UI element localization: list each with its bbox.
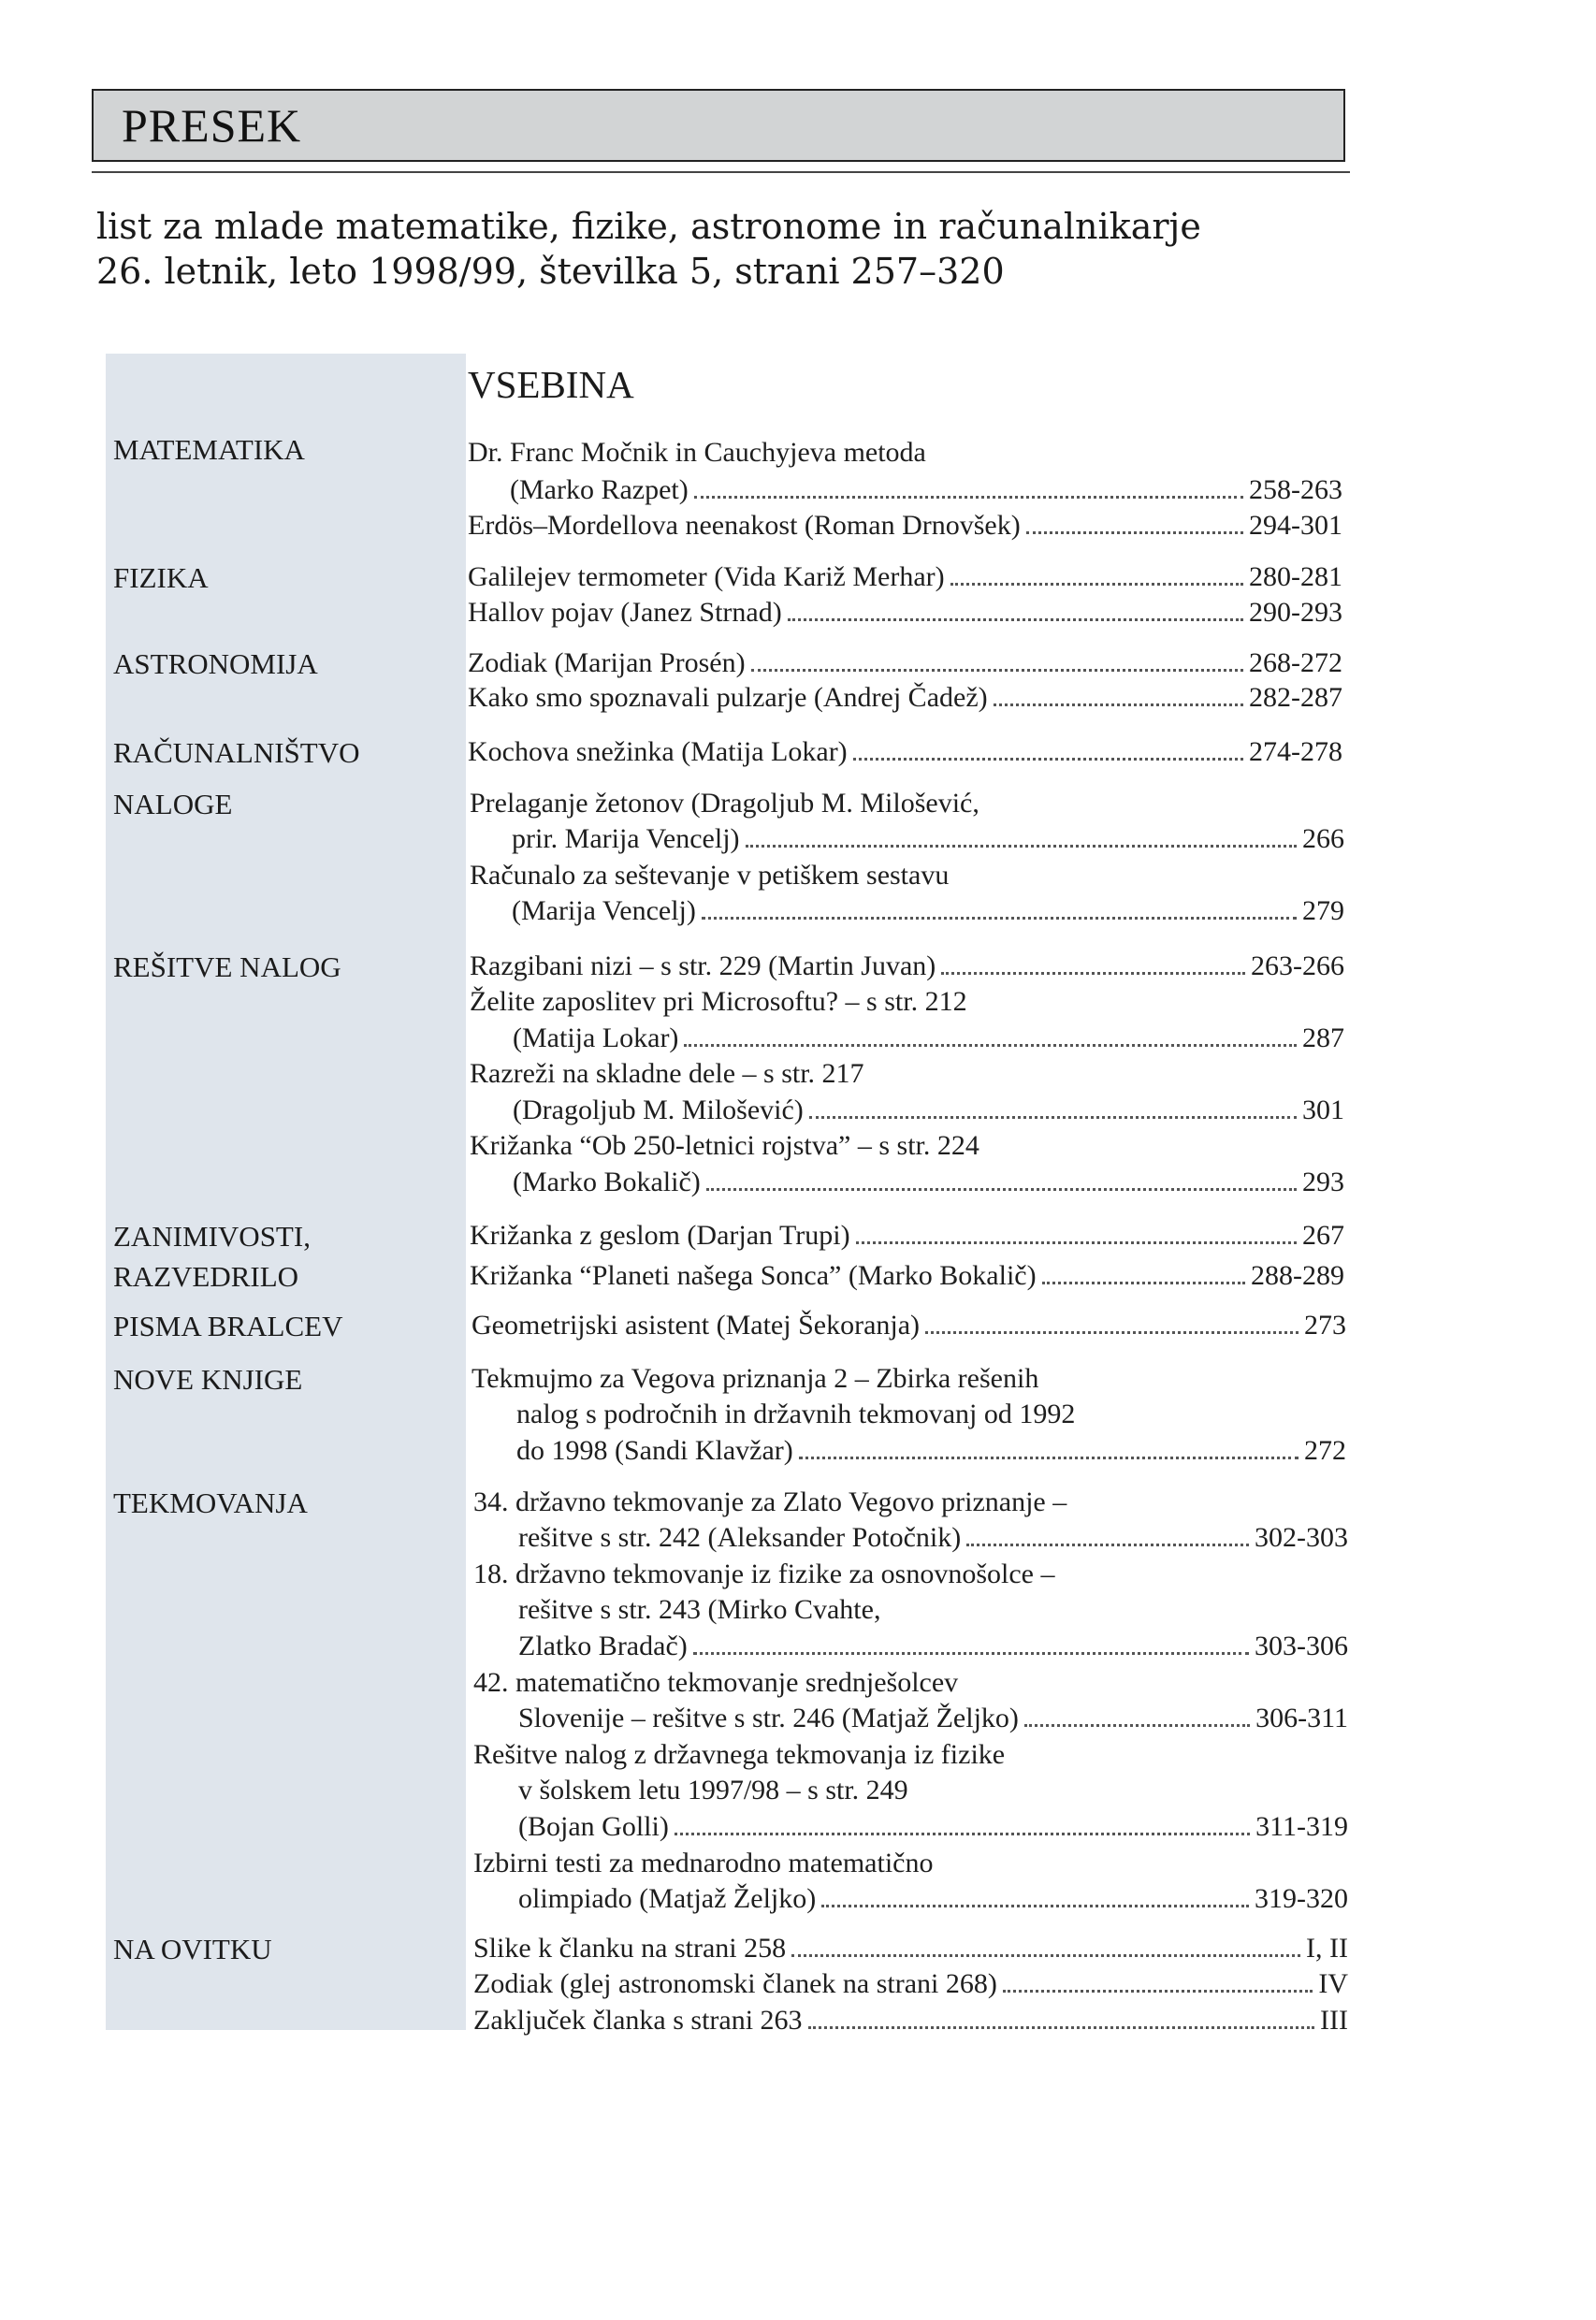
toc-page: 302-303 xyxy=(1255,1522,1348,1553)
category-tekmovanja: TEKMOVANJA xyxy=(113,1486,308,1519)
toc-line-text: Križanka “Planeti našega Sonca” (Marko Bokalič) xyxy=(470,1260,1037,1291)
toc-line-text: Kochova snežinka (Matija Lokar) xyxy=(468,736,848,767)
toc-line xyxy=(470,1128,1344,1164)
leader-dots xyxy=(941,972,1245,975)
toc-line-text: (Marko Razpet) xyxy=(510,474,689,505)
toc-line xyxy=(473,1846,1348,1881)
toc-line xyxy=(468,680,1342,716)
toc-page: 272 xyxy=(1304,1435,1346,1466)
toc-page: 301 xyxy=(1302,1095,1344,1125)
category-racunalnistvo: RAČUNALNIŠTVO xyxy=(113,736,360,769)
leader-dots xyxy=(746,845,1297,848)
toc-line-text: (Dragoljub M. Milošević) xyxy=(513,1095,804,1125)
toc-line xyxy=(468,645,1342,681)
leader-dots xyxy=(966,1544,1249,1546)
leader-dots xyxy=(675,1833,1250,1835)
toc-line-text: Zaključek članka s strani 263 xyxy=(473,2005,803,2036)
toc-line-text: prir. Marija Vencelj) xyxy=(512,823,740,854)
toc-line-text: (Marija Vencelj) xyxy=(512,895,696,926)
toc-line xyxy=(473,2003,1348,2038)
toc-line xyxy=(516,1433,1346,1469)
toc-page: 279 xyxy=(1302,895,1344,926)
leader-dots xyxy=(1042,1282,1245,1284)
toc-line-text: olimpiado (Matjaž Željko) xyxy=(518,1883,817,1914)
toc-line-text: Tekmujmo za Vegova priznanja 2 – Zbirka rešenih xyxy=(472,1363,1039,1394)
toc-line-text: Razreži na skladne dele – s str. 217 xyxy=(470,1058,864,1089)
toc-line-text: Razgibani nizi – s str. 229 (Martin Juvan) xyxy=(470,950,936,981)
toc-line xyxy=(512,893,1344,929)
toc-line xyxy=(473,1737,1348,1773)
toc-line-text: rešitve s str. 243 (Mirko Cvahte, xyxy=(518,1594,881,1625)
toc-line xyxy=(470,858,1344,893)
toc-line xyxy=(518,1701,1348,1736)
category-matematika: MATEMATIKA xyxy=(113,433,305,466)
category-zanimivosti: ZANIMIVOSTI, xyxy=(113,1220,311,1253)
toc-line-text: (Bojan Golli) xyxy=(518,1811,669,1842)
toc-line xyxy=(468,559,1342,595)
toc-line-text: Zodiak (glej astronomski članek na strani 268) xyxy=(473,1968,997,1999)
leader-dots xyxy=(950,583,1243,586)
leader-dots xyxy=(684,1044,1297,1047)
toc-line-text: Erdös–Mordellova neenakost (Roman Drnovšek) xyxy=(468,510,1021,541)
toc-line xyxy=(513,1021,1344,1056)
toc-line-text: nalog s področnih in državnih tekmovanj od 1992 xyxy=(516,1399,1076,1429)
toc-line xyxy=(518,1773,1348,1808)
toc-line xyxy=(470,984,1344,1020)
leader-dots xyxy=(994,703,1243,706)
toc-page: 267 xyxy=(1302,1220,1344,1251)
toc-line xyxy=(470,786,1344,821)
toc-page: 293 xyxy=(1302,1167,1344,1197)
leader-dots xyxy=(853,758,1243,761)
toc-line-text: Računalo za seštevanje v petiškem sestavu xyxy=(470,860,950,891)
contents-title: VSEBINA xyxy=(468,363,634,406)
toc-line-text: do 1998 (Sandi Klavžar) xyxy=(516,1435,793,1466)
toc-page: 282-287 xyxy=(1249,682,1342,713)
toc-page: 303-306 xyxy=(1255,1631,1348,1661)
toc-page: 306-311 xyxy=(1255,1703,1348,1733)
toc-line xyxy=(512,821,1344,857)
category-sidebar xyxy=(106,354,466,2030)
leader-dots xyxy=(693,1652,1249,1655)
leader-dots xyxy=(1026,531,1243,534)
masthead-title: PRESEK xyxy=(122,99,302,152)
toc-line-text: Dr. Franc Močnik in Cauchyjeva metoda xyxy=(468,437,926,468)
leader-dots xyxy=(808,2026,1314,2029)
toc-line-text: 34. državno tekmovanje za Zlato Vegovo priznanje – xyxy=(473,1486,1067,1517)
category-nove-knjige: NOVE KNJIGE xyxy=(113,1363,303,1396)
leader-dots xyxy=(1024,1724,1250,1727)
toc-line xyxy=(468,734,1342,770)
toc-line xyxy=(516,1397,1346,1432)
toc-page: 258-263 xyxy=(1249,474,1342,505)
toc-page: 287 xyxy=(1302,1022,1344,1053)
toc-line xyxy=(473,1931,1348,1966)
toc-page: 319-320 xyxy=(1255,1883,1348,1914)
leader-dots xyxy=(751,669,1243,672)
leader-dots xyxy=(809,1116,1297,1119)
toc-line xyxy=(518,1592,1348,1628)
category-fizika: FIZIKA xyxy=(113,561,209,594)
toc-line-text: Geometrijski asistent (Matej Šekoranja) xyxy=(472,1310,921,1341)
toc-line xyxy=(513,1165,1344,1200)
toc-page: 311-319 xyxy=(1255,1811,1348,1842)
toc-line-text: rešitve s str. 242 (Aleksander Potočnik) xyxy=(518,1522,962,1553)
toc-page: 274-278 xyxy=(1249,736,1342,767)
toc-line-text: Križanka z geslom (Darjan Trupi) xyxy=(470,1220,850,1251)
toc-line-text: Križanka “Ob 250-letnici rojstva” – s str. 224 xyxy=(470,1130,979,1161)
toc-page: 294-301 xyxy=(1249,510,1342,541)
category-astronomija: ASTRONOMIJA xyxy=(113,647,318,680)
leader-dots xyxy=(821,1905,1249,1907)
toc-line xyxy=(473,1557,1348,1592)
toc-page: 288-289 xyxy=(1251,1260,1344,1291)
leader-dots xyxy=(702,917,1297,920)
toc-line-text: Kako smo spoznavali pulzarje (Andrej Čadež) xyxy=(468,682,988,713)
toc-line-text: 42. matematično tekmovanje srednješolcev xyxy=(473,1667,959,1698)
toc-line xyxy=(473,1966,1348,2002)
toc-line-text: Zlatko Bradač) xyxy=(518,1631,688,1661)
leader-dots xyxy=(706,1188,1297,1191)
toc-line xyxy=(468,508,1342,544)
leader-dots xyxy=(925,1331,1299,1334)
toc-line-text: (Matija Lokar) xyxy=(513,1022,679,1053)
leader-dots xyxy=(791,1954,1300,1957)
toc-line xyxy=(470,949,1344,984)
toc-page: 273 xyxy=(1304,1310,1346,1341)
subtitle-line-2: 26. letnik, leto 1998/99, številka 5, strani 257–320 xyxy=(96,251,1005,292)
toc-line xyxy=(513,1093,1344,1128)
toc-line-text: v šolskem letu 1997/98 – s str. 249 xyxy=(518,1775,908,1805)
toc-line-text: Zodiak (Marijan Prosén) xyxy=(468,647,746,678)
leader-dots xyxy=(799,1457,1299,1459)
toc-line xyxy=(470,1218,1344,1254)
toc-line xyxy=(468,595,1342,631)
toc-line xyxy=(518,1629,1348,1664)
toc-line xyxy=(473,1665,1348,1701)
toc-line xyxy=(472,1308,1346,1343)
toc-line-text: Slovenije – rešitve s str. 246 (Matjaž Željko) xyxy=(518,1703,1019,1733)
toc-line-text: Galilejev termometer (Vida Kariž Merhar) xyxy=(468,561,945,592)
toc-page: 290-293 xyxy=(1249,597,1342,628)
toc-page: I, II xyxy=(1306,1933,1348,1964)
toc-page: III xyxy=(1320,2005,1348,2036)
masthead-rule xyxy=(92,171,1350,173)
toc-page: 263-266 xyxy=(1251,950,1344,981)
toc-line-text: Želite zaposlitev pri Microsoftu? – s str. 212 xyxy=(470,986,967,1017)
category-na-ovitku: NA OVITKU xyxy=(113,1933,272,1965)
toc-page: 266 xyxy=(1302,823,1344,854)
leader-dots xyxy=(788,618,1243,621)
toc-page: IV xyxy=(1318,1968,1348,1999)
toc-line-text: Hallov pojav (Janez Strnad) xyxy=(468,597,782,628)
subtitle-line-1: list za mlade matematike, fizike, astronome in računalnikarje xyxy=(96,206,1201,247)
toc-line-text: Rešitve nalog z državnega tekmovanja iz fizike xyxy=(473,1739,1006,1770)
toc-line xyxy=(472,1361,1346,1397)
leader-dots xyxy=(856,1241,1297,1244)
masthead-box xyxy=(92,89,1345,162)
toc-line xyxy=(473,1485,1348,1520)
toc-page: 268-272 xyxy=(1249,647,1342,678)
leader-dots xyxy=(694,496,1243,499)
category-razvedrilo: RAZVEDRILO xyxy=(113,1260,299,1293)
category-naloge: NALOGE xyxy=(113,788,233,820)
toc-line xyxy=(468,435,1342,471)
toc-line xyxy=(518,1809,1348,1845)
toc-line xyxy=(518,1881,1348,1917)
toc-line-text: Izbirni testi za mednarodno matematično xyxy=(473,1848,934,1878)
toc-line xyxy=(518,1520,1348,1556)
category-resitve-nalog: REŠITVE NALOG xyxy=(113,950,341,983)
toc-page: 280-281 xyxy=(1249,561,1342,592)
toc-line xyxy=(470,1258,1344,1294)
toc-line-text: (Marko Bokalič) xyxy=(513,1167,701,1197)
toc-line-text: Prelaganje žetonov (Dragoljub M. Milošević, xyxy=(470,788,979,819)
toc-line xyxy=(510,472,1342,508)
toc-line-text: 18. državno tekmovanje iz fizike za osnovnošolce – xyxy=(473,1559,1055,1589)
category-pisma-bralcev: PISMA BRALCEV xyxy=(113,1310,343,1342)
toc-line-text: Slike k članku na strani 258 xyxy=(473,1933,787,1964)
toc-line xyxy=(470,1056,1344,1092)
leader-dots xyxy=(1003,1990,1313,1993)
